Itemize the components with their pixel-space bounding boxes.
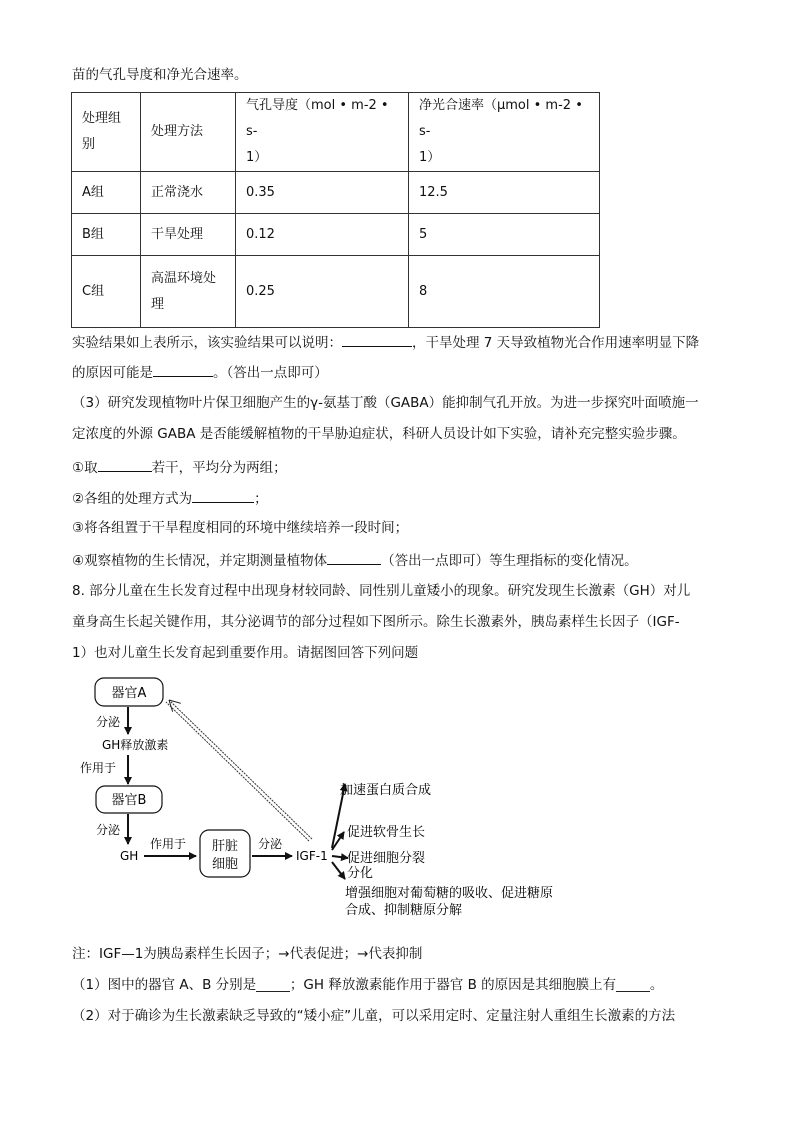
effect-protein: 加速蛋白质合成 [340, 783, 432, 798]
sub-question-2: （2）对于确诊为生长激素缺乏导致的“矮小症”儿童，可以采用定时、定量注射人重组生长激素的方法 [72, 1008, 676, 1024]
effect-division-1: 促进细胞分裂 [347, 851, 426, 866]
cell-group: A组 [72, 172, 141, 214]
igf-label: IGF-1 [296, 849, 328, 863]
acts-on-label-1: 作用于 [80, 761, 117, 775]
step-1: ①取 若干，平均分为两组； [72, 457, 287, 477]
results-table [71, 92, 600, 328]
inhibit-line-a [166, 702, 309, 841]
secrete-label-1: 分泌 [96, 715, 121, 729]
liver-label-2: 细胞 [211, 857, 239, 872]
effect-division-2: 分化 [347, 866, 374, 881]
cell-group: B组 [72, 214, 141, 256]
gh-regulation-diagram [60, 672, 620, 927]
cell-conductance: 0.35 [236, 172, 409, 214]
header-method: 处理方法 [141, 93, 236, 172]
cell-rate: 5 [409, 214, 600, 256]
cell-conductance: 0.25 [236, 256, 409, 328]
effect-cartilage: 促进软骨生长 [347, 825, 426, 840]
table-row [72, 214, 600, 256]
cell-conductance: 0.12 [236, 214, 409, 256]
sub-question-1: （1）图中的器官 A、B 分别是_____；GH 释放激素能作用于器官 B 的原因是其细胞膜上有_____。 [72, 977, 664, 993]
step-3: ③将各组置于干旱程度相同的环境中继续培养一段时间； [72, 520, 409, 536]
organ-a-label: 器官A [111, 686, 147, 701]
q8-line-2: 童身高生长起关键作用，其分泌调节的部分过程如下图所示。除生长激素外，胰岛素样生长因子（IGF- [72, 614, 680, 630]
q8-line-3: 1）也对儿童生长发育起到重要作用。请据图回答下列问题 [72, 645, 419, 661]
liver-label-1: 肝脏 [211, 839, 239, 854]
acts-on-label-2: 作用于 [150, 837, 187, 851]
cell-method: 高温环境处 理 [141, 256, 236, 328]
q8-line-1: 8. 部分儿童在生长发育过程中出现身材较同龄、同性别儿童矮小的现象。研究发现生长激素（GH）对儿 [72, 583, 691, 599]
table-header-row [72, 93, 600, 172]
q3-line-2: 定浓度的外源 GABA 是否能缓解植物的干旱胁迫症状，科研人员设计如下实验，请补充完整实验步骤。 [72, 426, 686, 442]
result-line-2: 的原因可能是 。（答出一点即可） [72, 362, 328, 382]
answer-blank[interactable] [98, 457, 152, 472]
intro-line: 苗的气孔导度和净光合速率。 [72, 67, 248, 83]
effect-glucose-2: 合成、抑制糖原分解 [345, 903, 463, 918]
organ-b-label: 器官B [111, 793, 147, 808]
answer-blank[interactable] [342, 332, 412, 347]
q3-line-1: （3）研究发现植物叶片保卫细胞产生的γ-氨基丁酸（GABA）能抑制气孔开放。为进一步探究叶面喷施一 [72, 395, 699, 411]
arrow-effect-3 [332, 856, 348, 858]
gh-label: GH [120, 849, 139, 863]
step-4: ④观察植物的生长情况，并定期测量植物体 （答出一点即可）等生理指标的变化情况。 [72, 550, 638, 570]
cell-rate: 8 [409, 256, 600, 328]
gh-release-label: GH释放激素 [102, 738, 169, 752]
diagram-note: 注：IGF—1为胰岛素样生长因子；→代表促进；→代表抑制 [72, 946, 423, 962]
cell-group: C组 [72, 256, 141, 328]
cell-method: 干旱处理 [141, 214, 236, 256]
result-line: 实验结果如上表所示，该实验结果可以说明： ，干旱处理 7 天导致植物光合作用速率明显下降 [72, 332, 699, 352]
answer-blank[interactable] [153, 362, 213, 377]
table-row [72, 172, 600, 214]
cell-rate: 12.5 [409, 172, 600, 214]
arrow-effect-4 [332, 862, 345, 879]
header-rate: 净光合速率（μmol • m-2 • s- 1） [409, 93, 600, 172]
step-2: ②各组的处理方式为 ； [72, 488, 268, 508]
cell-method: 正常浇水 [141, 172, 236, 214]
inhibit-arrow [169, 700, 312, 839]
answer-blank[interactable] [192, 488, 254, 503]
header-conductance: 气孔导度（mol • m-2 • s- 1） [236, 93, 409, 172]
table-row [72, 256, 600, 328]
answer-blank[interactable] [327, 550, 381, 565]
effect-glucose-1: 增强细胞对葡萄糖的吸收、促进糖原 [345, 886, 554, 901]
secrete-label-2: 分泌 [96, 823, 121, 837]
header-group: 处理组 别 [72, 93, 141, 172]
secrete-label-3: 分泌 [258, 837, 283, 851]
